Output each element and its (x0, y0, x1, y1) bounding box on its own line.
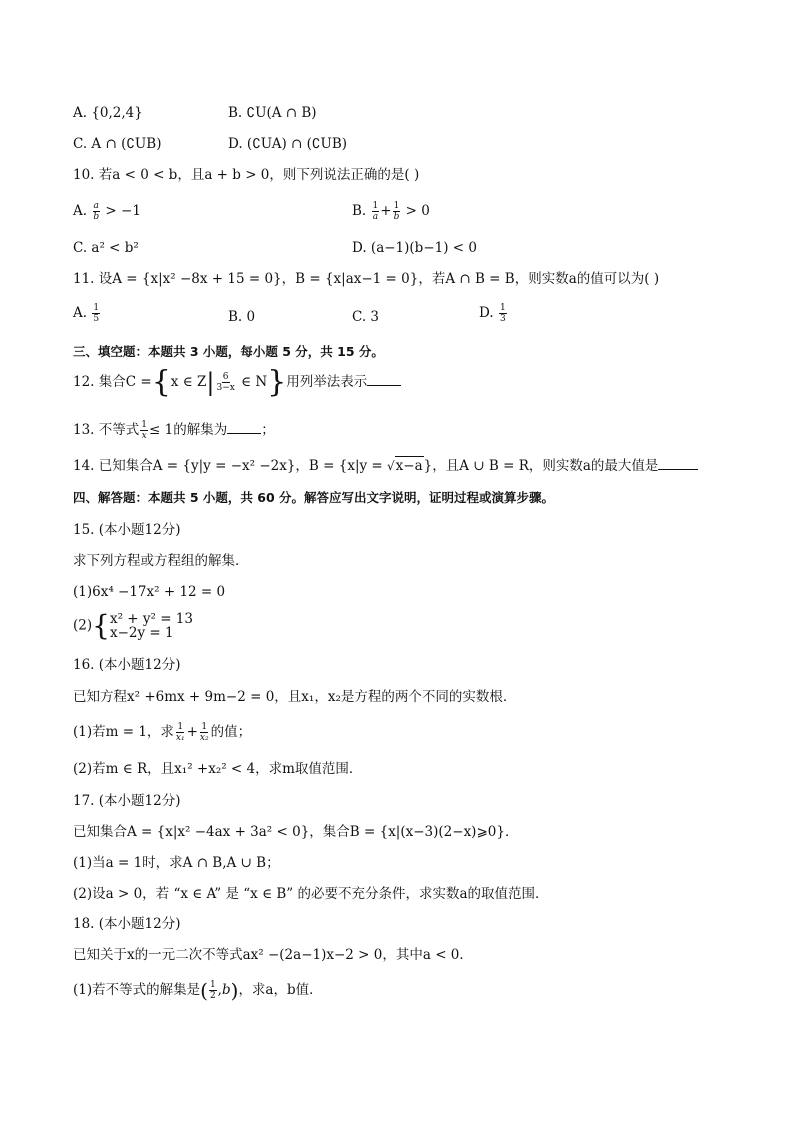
q14-answer-blank[interactable] (658, 457, 698, 470)
q16-title: 16. (本小题12分) (73, 657, 181, 673)
q10-option-a: A. $\frac{a}{b}$ > −1 (73, 201, 141, 222)
q18-intro: 已知关于x的一元二次不等式ax² −(2a−1)x−2 > 0，其中a < 0． (73, 947, 473, 963)
q15-part2: (2){ x² + y² = 13 x−2y = 1 (73, 609, 193, 642)
q11-option-c: C. 3 (352, 309, 380, 325)
q16-part1: (1)若m = 1，求 $\frac{1}{\text{x₁}}$ + $\frac{1}{\text{x₂}}$ 的值； (73, 722, 252, 743)
q11-stem: 11. 设A = {x|x² −8x + 15 = 0}，B = {x|ax−1 = 0}，若A ∩ B = B，则实数a的值可以为( ) (73, 271, 660, 287)
q10-stem: 10. 若a < 0 < b，且a + b > 0，则下列说法正确的是( ) (73, 167, 420, 183)
section-fill-heading: 三、填空题：本题共 3 小题，每小题 5 分，共 15 分。 (73, 344, 384, 359)
q9-option-a: A. {0,2,4} (73, 105, 143, 121)
q15-part1: (1)6x⁴ −17x² + 12 = 0 (73, 584, 226, 600)
q16-intro: 已知方程x² +6mx + 9m−2 = 0，且x₁，x₂是方程的两个不同的实数根． (73, 689, 517, 705)
q11-option-a: A. $\frac{1}{5}$ (73, 303, 100, 324)
q15-intro: 求下列方程或方程组的解集． (73, 553, 249, 569)
q12-answer-blank[interactable] (367, 373, 401, 386)
q17-intro: 已知集合A = {x|x² −4ax + 3a² < 0}，集合B = {x|(x−3)(2−x)⩾0}． (73, 824, 519, 840)
q9-option-d: D. (∁UA) ∩ (∁UB) (228, 136, 348, 152)
q12-stem: 12. 集合C ={x ∈ Z| $\frac{6}{3-x}$ ∈ N}用列举法表示 (73, 372, 401, 393)
q18-part1: (1)若不等式的解集是( $\frac{1}{2}$ ,b)，求a，b值． (73, 978, 323, 1003)
q18-title: 18. (本小题12分) (73, 916, 181, 932)
q17-part2: (2)设a > 0，若 “x ∈ A” 是 “x ∈ B” 的必要不充分条件，求实数a的取值范围． (73, 886, 549, 902)
q9-option-c: C. A ∩ (∁UB) (73, 136, 162, 152)
q13-answer-blank[interactable] (227, 421, 261, 434)
q17-title: 17. (本小题12分) (73, 793, 181, 809)
q11-option-b: B. 0 (228, 309, 256, 325)
q17-part1: (1)当a = 1时，求A ∩ B,A ∪ B； (73, 855, 280, 871)
q10-option-d: D. (a−1)(b−1) < 0 (352, 240, 477, 256)
q14-stem: 14. 已知集合A = {y|y = −x² −2x}，B = {x|y = √x−a}，且A ∪ B = R，则实数a的最大值是 (73, 456, 698, 475)
q9-option-b: B. ∁U(A ∩ B) (228, 105, 317, 121)
section-solve-heading: 四、解答题：本题共 5 小题，共 60 分。解答应写出文字说明，证明过程或演算步骤。 (73, 490, 555, 505)
q10-option-b: B. $\frac{1}{a}$ + $\frac{1}{b}$ > 0 (352, 201, 430, 222)
q15-title: 15. (本小题12分) (73, 522, 181, 538)
q10-option-c: C. a² < b² (73, 240, 139, 256)
q16-part2: (2)若m ∈ R，且x₁² +x₂² < 4，求m取值范围． (73, 761, 363, 777)
q13-stem: 13. 不等式 $\frac{1}{x}$ ≤ 1的解集为 ； (73, 420, 275, 441)
q11-option-d: D. $\frac{1}{3}$ (479, 303, 506, 324)
